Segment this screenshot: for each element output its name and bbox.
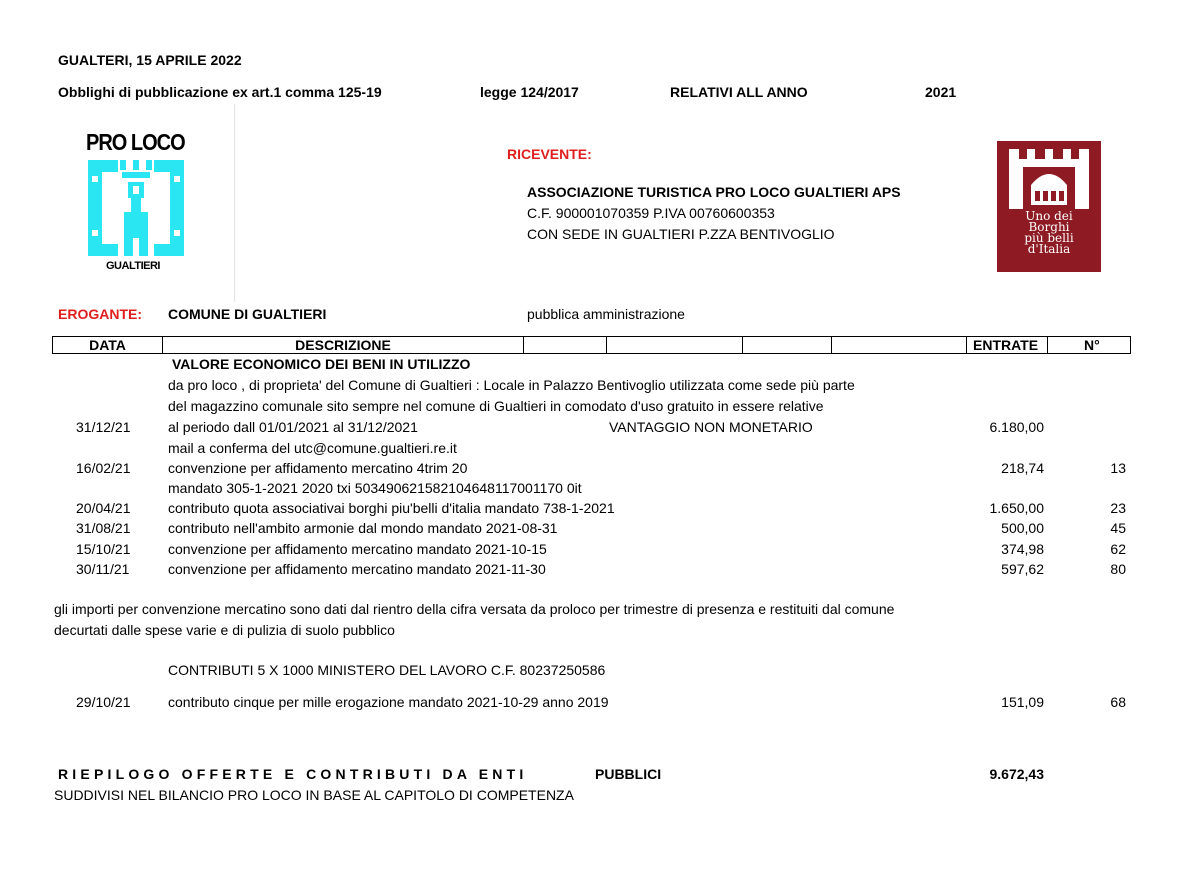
row-amount: 151,09 — [1001, 694, 1044, 710]
legge-text: legge 124/2017 — [480, 84, 579, 100]
row-description: convenzione per affidamento mercatino mandato 2021-11-30 — [168, 561, 546, 577]
section-title-beni: VALORE ECONOMICO DEI BENI IN UTILIZZO — [172, 356, 471, 372]
riepilogo-total: 9.672,43 — [989, 766, 1044, 782]
row-date: 30/11/21 — [76, 561, 130, 577]
row-date: 31/12/21 — [76, 419, 131, 435]
erogante-label: EROGANTE: — [58, 306, 142, 322]
column-header-empty-1 — [523, 336, 607, 354]
note-line-2: decurtati dalle spese varie e di pulizia di suolo pubblico — [54, 622, 395, 638]
row-description: mail a conferma del utc@comune.gualtieri.re.it — [168, 440, 457, 456]
document-place-date: GUALTERI, 15 APRILE 2022 — [58, 52, 242, 68]
ricevente-sede: CON SEDE IN GUALTIERI P.ZZA BENTIVOGLIO — [527, 226, 835, 242]
row-number: 45 — [1110, 520, 1126, 536]
column-header-empty-4 — [831, 336, 967, 354]
row-description: al periodo dall 01/01/2021 al 31/12/2021 — [168, 419, 418, 435]
borghi-line-3: più belli — [1024, 231, 1074, 245]
ricevente-label: RICEVENTE: — [507, 146, 592, 162]
obblighi-text: Obblighi di pubblicazione ex art.1 comma 125-19 — [58, 84, 382, 100]
castle-building-icon — [1009, 149, 1089, 209]
riepilogo-subtitle: SUDDIVISI NEL BILANCIO PRO LOCO IN BASE AL CAPITOLO DI COMPETENZA — [54, 787, 574, 803]
erogante-type: pubblica amministrazione — [527, 306, 685, 322]
row-description: contributo quota associativai borghi piu'belli d'italia mandato 738-1-2021 — [168, 500, 615, 516]
row-amount: 1.650,00 — [989, 500, 1044, 516]
row-date: 31/08/21 — [76, 520, 131, 536]
erogante-name: COMUNE DI GUALTIERI — [168, 306, 327, 322]
borghi-logo-text — [997, 211, 1101, 255]
column-header-descrizione: DESCRIZIONE — [162, 336, 524, 354]
proloco-logo-place: GUALTIERI — [106, 260, 160, 272]
borghi-line-2: Borghi — [1028, 220, 1070, 234]
row-number: 13 — [1110, 460, 1126, 476]
row-date: 29/10/21 — [76, 694, 131, 710]
row-amount: 6.180,00 — [989, 419, 1044, 435]
column-header-data: DATA — [52, 336, 163, 354]
borghi-piu-belli-logo — [997, 141, 1101, 272]
row-description: del magazzino comunale sito sempre nel comune di Gualtieri in comodato d'uso gratuito in essere relative — [168, 398, 824, 414]
borghi-line-1: Uno dei — [1025, 209, 1073, 223]
row-number: 80 — [1110, 561, 1126, 577]
riepilogo-title-end: PUBBLICI — [595, 766, 662, 782]
row-amount: 500,00 — [1001, 520, 1044, 536]
contributi-title: CONTRIBUTI 5 X 1000 MINISTERO DEL LAVORO C.F. 80237250586 — [168, 662, 606, 678]
column-header-entrate: ENTRATE — [966, 336, 1048, 354]
ricevente-cf: C.F. 900001070359 P.IVA 00760600353 — [527, 205, 775, 221]
borghi-line-4: d'Italia — [1027, 242, 1071, 256]
anno-text: 2021 — [925, 84, 957, 100]
proloco-logo-title: PRO LOCO — [86, 130, 185, 156]
row-vantaggio: VANTAGGIO NON MONETARIO — [609, 419, 813, 435]
column-header-numero: N° — [1047, 336, 1131, 354]
row-description: contributo cinque per mille erogazione mandato 2021-10-29 anno 2019 — [168, 694, 609, 710]
row-description: convenzione per affidamento mercatino 4trim 20 — [168, 460, 468, 476]
note-line-1: gli importi per convenzione mercatino sono dati dal rientro della cifra versata da proloco per trimestre di presenza e restituiti dal comune — [54, 601, 895, 617]
row-description: convenzione per affidamento mercatino mandato 2021-10-15 — [168, 541, 547, 557]
row-description: contributo nell'ambito armonie dal mondo mandato 2021-08-31 — [168, 520, 558, 536]
row-amount: 597,62 — [1001, 561, 1044, 577]
riepilogo-title: RIEPILOGO OFFERTE E CONTRIBUTI DA ENTI — [58, 766, 528, 782]
row-amount: 218,74 — [1001, 460, 1044, 476]
column-header-empty-2 — [606, 336, 743, 354]
castle-tower-icon — [88, 160, 184, 256]
row-amount: 374,98 — [1001, 541, 1044, 557]
row-number: 68 — [1110, 694, 1126, 710]
column-header-empty-3 — [742, 336, 832, 354]
row-description: mandato 305-1-2021 2020 txi 503490621582104648117001170 0it — [168, 480, 582, 496]
row-number: 62 — [1110, 541, 1126, 557]
proloco-logo — [58, 104, 235, 302]
relativi-text: RELATIVI ALL ANNO — [670, 84, 808, 100]
row-description: da pro loco , di proprieta' del Comune di Gualtieri : Locale in Palazzo Bentivoglio utilizzata come sede più parte — [168, 377, 855, 393]
row-date: 15/10/21 — [76, 541, 131, 557]
ricevente-name: ASSOCIAZIONE TURISTICA PRO LOCO GUALTIERI APS — [527, 184, 901, 200]
row-date: 20/04/21 — [76, 500, 131, 516]
row-number: 23 — [1110, 500, 1126, 516]
row-date: 16/02/21 — [76, 460, 131, 476]
